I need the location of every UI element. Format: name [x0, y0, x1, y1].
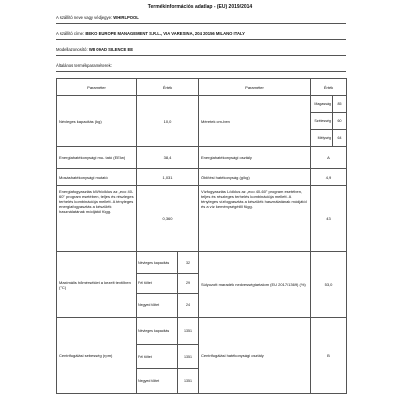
supplier-label: A szállító neve vagy védjegye:: [56, 15, 113, 20]
spin-half-value: 1351: [178, 345, 199, 368]
supplier-row: [56, 13, 346, 24]
spin-half-label: Fél töltet: [137, 345, 178, 368]
model-value: W8 09AD SILENCE EE: [88, 47, 134, 52]
temp-quarter-cell: [137, 293, 199, 317]
table-header-row: [57, 79, 347, 96]
dimensions-label: Méretek cm-ben: [199, 96, 311, 147]
spin-quarter-label: Negyed töltet: [137, 369, 178, 393]
address-row: [56, 29, 346, 40]
supplier-value: WHIRLPOOL: [113, 15, 139, 20]
spin-rated-label: Névleges kapacitás: [137, 318, 178, 344]
value-header-left: Érték: [137, 79, 199, 96]
spin-quarter-value: 1351: [178, 369, 199, 393]
width-label: Szélesség: [311, 113, 333, 129]
address-value: BEKO EUROPE MANAGEMENT S.R.L., VIA VARESINA, 204 20156 MILANO ITALY: [85, 31, 245, 36]
height-label: Magasság: [311, 96, 333, 112]
height-value: 85: [333, 96, 347, 112]
param-header-left: Paraméter: [57, 79, 137, 96]
address-label: A szállító címe:: [56, 31, 85, 36]
capacity-value: 10,0: [137, 96, 199, 147]
rinse-efficiency-label: Öblítési hatékonyság (g/kg): [199, 169, 311, 186]
wash-efficiency-value: 1,031: [137, 169, 199, 186]
temp-rated-cell: [137, 252, 199, 274]
param-header-right: Paraméter: [199, 79, 311, 96]
table-row: [57, 252, 347, 274]
moisture-value: 53,0: [311, 252, 347, 318]
spin-class-label: Centrifugálási hatékonysági osztály: [199, 318, 311, 394]
energy-consumption-label: Energiafogyasztás kWh/ciklus az „eco 40-60" program esetében, teljes és részleges terhelés kombinációja mellett. A tényleges energiafogyasztás a készülék használatának módjától függ.: [57, 186, 137, 252]
table-row: [57, 147, 347, 169]
depth-value: 64: [333, 130, 347, 146]
spin-speed-label: Centrifugálási sebesség (rpm): [57, 318, 137, 394]
model-row: [56, 45, 346, 56]
depth-cell: [311, 130, 347, 147]
spin-rated-value: 1351: [178, 318, 199, 344]
energy-class-label: Energiahatékonysági osztály: [199, 147, 311, 169]
temp-rated-label: Névleges kapacitás: [137, 252, 178, 273]
model-label: Modellazonosító:: [56, 47, 88, 52]
parameters-table: [56, 78, 347, 394]
water-consumption-label: Vízfogyasztás L/ciklus az „eco 40-60" program esetében, teljes és részleges terhelés kombinációja mellett. A tényleges vízfogyasztás a készülék használatának módjától és a víz keménységétől függ.: [199, 186, 311, 252]
table-row: [57, 96, 347, 113]
energy-consumption-value: 0,360: [137, 186, 199, 252]
energy-class-value: A: [311, 147, 347, 169]
document-title: Termékinformációs adatlap - (EU) 2019/2014: [147, 4, 253, 10]
temp-quarter-label: Negyed töltet: [137, 294, 178, 317]
eei-label: Energiahatékonysági mu- tató (EEIw): [57, 147, 137, 169]
table-row: [57, 169, 347, 186]
temp-half-label: Fél töltet: [137, 274, 178, 293]
width-cell: [311, 113, 347, 130]
eei-value: 38,4: [137, 147, 199, 169]
temp-half-value: 29: [178, 274, 199, 293]
spin-rated-cell: [137, 318, 199, 345]
temp-rated-value: 32: [178, 252, 199, 273]
spin-class-value: B: [311, 318, 347, 394]
general-params-row: [56, 61, 346, 72]
water-consumption-value: 43: [311, 186, 347, 252]
spin-half-cell: [137, 345, 199, 369]
wash-efficiency-label: Mosáshatékonysági mutató: [57, 169, 137, 186]
rinse-efficiency-value: 4,9: [311, 169, 347, 186]
max-temp-label: Maximális hőmérséklet a kezelt textílben (°C): [57, 252, 137, 318]
table-row: [57, 318, 347, 345]
width-value: 60: [333, 113, 347, 129]
height-cell: [311, 96, 347, 113]
temp-half-cell: [137, 274, 199, 294]
capacity-label: Névleges kapacitás (kg): [57, 96, 137, 147]
table-row: [57, 186, 347, 252]
depth-label: Mélység: [311, 130, 333, 146]
spin-quarter-cell: [137, 369, 199, 394]
moisture-label: Súlyozott maradék nedvességtartalom (EU 2017/1369) (%): [199, 252, 311, 318]
general-params-label: Általános termékparaméterek:: [56, 63, 112, 68]
temp-quarter-value: 24: [178, 294, 199, 317]
value-header-right: Érték: [311, 79, 347, 96]
